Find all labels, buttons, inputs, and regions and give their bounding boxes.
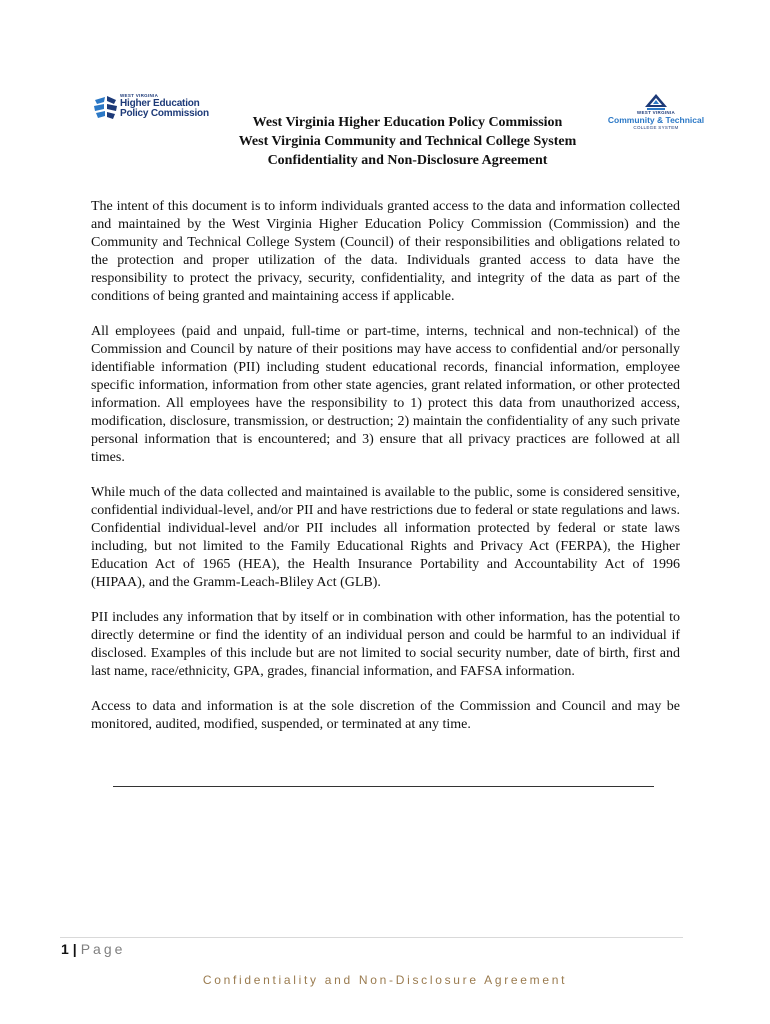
- page-word: Page: [80, 941, 126, 957]
- ctcs-emblem-icon: [644, 93, 668, 111]
- hepc-emblem-icon: [92, 94, 120, 124]
- ctcs-logo-line3: COLLEGE SYSTEM: [633, 125, 679, 130]
- paragraph-pii: PII includes any information that by itself or in combination with other information, has the potential to directly determine or find the identity of an individual person and could be harmful to an individual if disclosed. Examples of this include but are not limited to social security number, date of birth, first and last name, race/ethnicity, GPA, grades, financial information, and FAFSA information.: [91, 610, 680, 679]
- header-line-2: West Virginia Community and Technical College System: [238, 134, 577, 149]
- section-divider: [113, 786, 654, 787]
- header-line-1: West Virginia Higher Education Policy Commission: [252, 115, 563, 130]
- ctcs-logo-line1: WEST VIRGINIA: [636, 110, 676, 115]
- page-number: [61, 941, 125, 957]
- hepc-logo-line1: WEST VIRGINIA: [120, 93, 159, 98]
- document-header: [180, 113, 635, 170]
- footer-title: Confidentiality and Non-Disclosure Agreement: [202, 973, 568, 987]
- ctcs-logo-line2: Community & Technical: [607, 115, 705, 125]
- paragraph-employees: All employees (paid and unpaid, full-time or part-time, interns, technical and non-technical) of the Commission and Council by nature of their positions may have access to confidential and/or personally identifiable information (PII) including student educational records, financial information, employee specific information, information from other state agencies, grant related information, or other protected information. All employees have the responsibility to 1) protect this data from unauthorized access, modification, disclosure, transmission, or destruction; 2) maintain the confidentiality of any such private personal information that is encountered; and 3) ensure that all privacy practices are followed at all times.: [91, 324, 680, 465]
- page-number-value: 1: [61, 941, 69, 957]
- footer-divider: [60, 937, 683, 938]
- paragraph-data-sensitivity: While much of the data collected and maintained is available to the public, some is considered sensitive, confidential individual-level, and/or PII and have restrictions due to federal or state regulations and laws. Confidential individual-level and/or PII includes all information protected by federal or state laws including, but not limited to the Family Educational Rights and Privacy Act (FERPA), the Higher Education Act of 1965 (HEA), the Health Insurance Portability and Accountability Act of 1996 (HIPAA), and the Gramm-Leach-Bliley Act (GLB).: [91, 485, 680, 590]
- document-body: [91, 198, 680, 751]
- hepc-logo-line3: Policy Commission: [120, 108, 209, 119]
- hepc-logo-line2: Higher Education: [120, 98, 200, 109]
- page-separator: |: [72, 941, 77, 957]
- paragraph-intent: The intent of this document is to inform individuals granted access to the data and information collected and maintained by the West Virginia Higher Education Policy Commission (Commission) and the Community and Technical College System (Council) of their responsibilities and obligations related to the protection and proper utilization of the data. Individuals granted access to data have the responsibility to protect the privacy, security, confidentiality, and integrity of the data as part of the conditions of being granted and maintaining access if applicable.: [91, 199, 680, 304]
- header-line-3: Confidentiality and Non-Disclosure Agreement: [267, 153, 548, 168]
- paragraph-access: Access to data and information is at the sole discretion of the Commission and Council and may be monitored, audited, modified, suspended, or terminated at any time.: [91, 699, 680, 732]
